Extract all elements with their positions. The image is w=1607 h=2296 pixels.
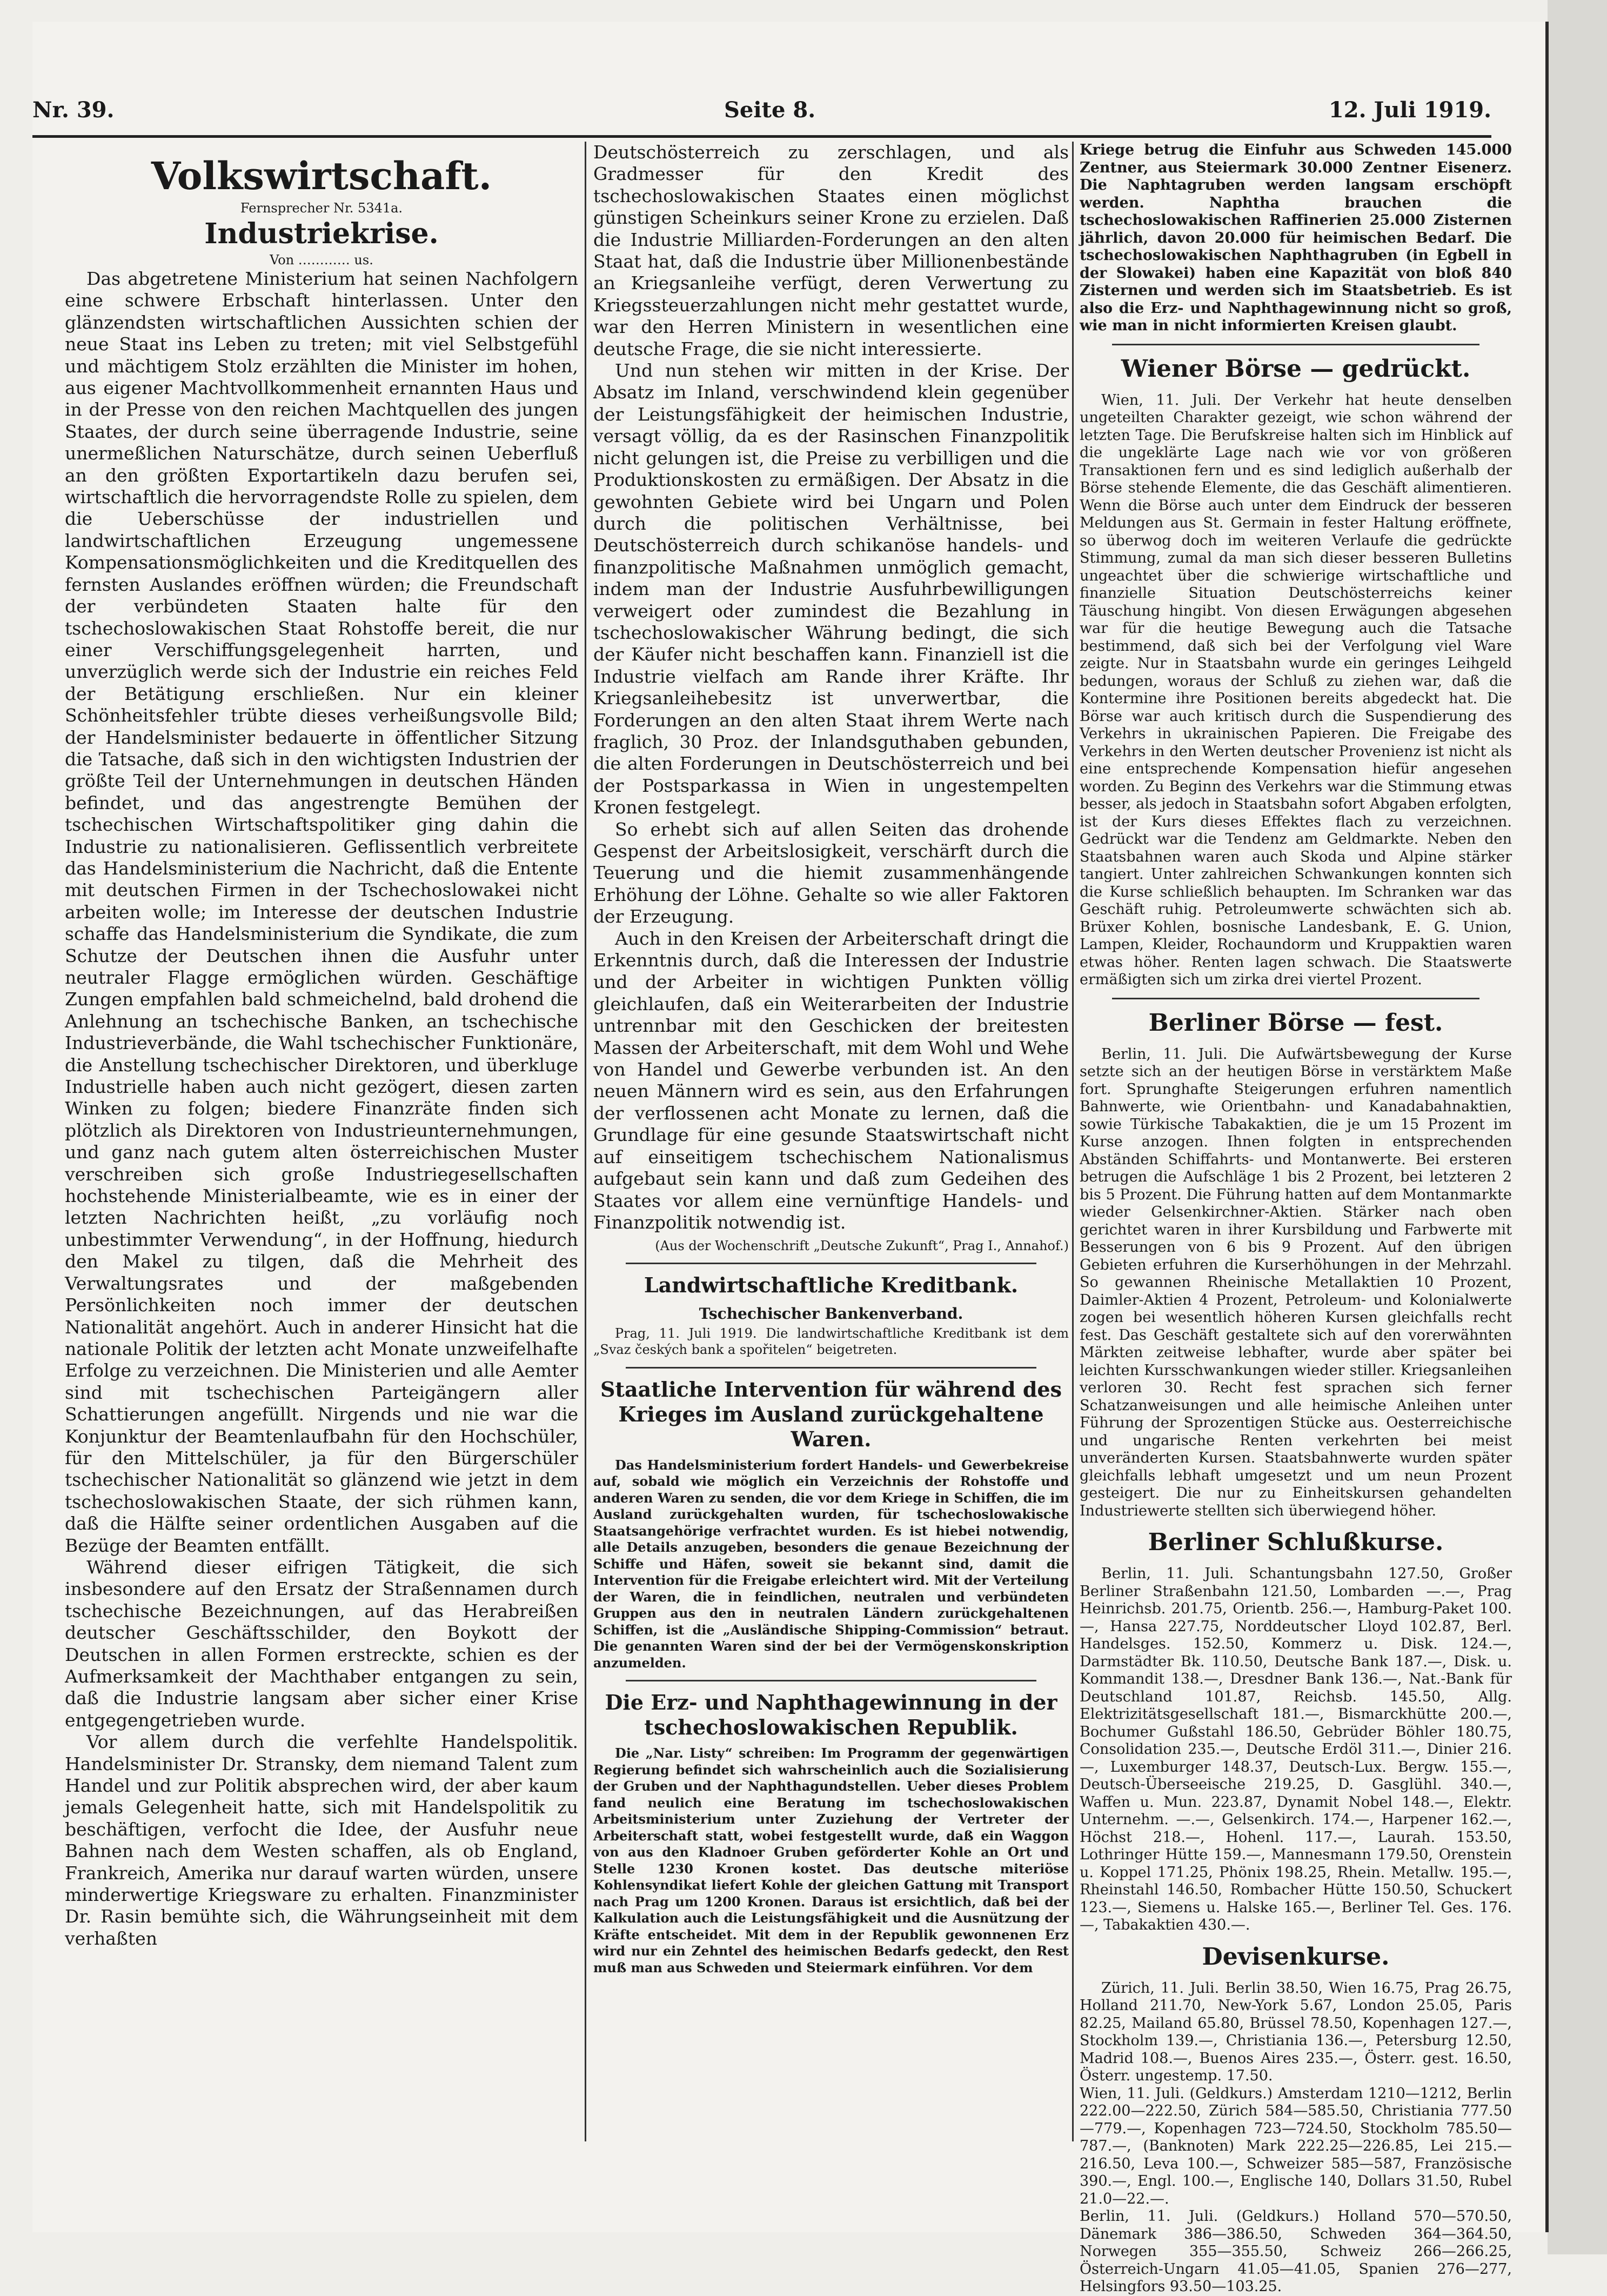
column-rule-1 [585, 142, 586, 2141]
column-rule-2 [1072, 142, 1074, 2141]
ore-title: Die Erz- und Naphthagewinnung in der tschechoslowakischen Republik. [605, 1690, 1057, 1740]
paragraph: Auch in den Kreisen der Arbeiterschaft dringt die Erkenntnis durch, daß die Interessen der Industrie und der Arbeiter in wichtigen Punkten völlig gleichlaufen, daß ein Weiterarbeiten der Industrie untrennbar mit den Geschicken der breitesten Massen der Arbeiterschaft, mit dem Wohl und Wehe von Handel und Gewerbe verbunden ist. An den neuen Männern wird es sein, aus den Erfahrungen der verflossenen acht Monate zu lernen, daß die Grundlage für eine gesunde Staatswirtschaft nicht auf einseitigem tschechischem Nationalismus aufgebaut sein kann und daß zum Gedeihen des Staates vor allem eine vernünftige Handels- und Finanzpolitik notwendig ist. [593, 927, 1069, 1233]
phone-line: Fernsprecher Nr. 5341a. [240, 201, 403, 216]
separator [626, 1263, 1036, 1264]
issue-number: Nr. 39. [32, 97, 115, 123]
column-2 [593, 142, 1069, 2185]
paragraph: So erhebt sich auf allen Seiten das drohende Gespenst der Arbeitslosigkeit, verschärft durch die Teuerung und die hiemit zusammenhängende Erhöhung der Löhne. Gehalte so wie aller Faktoren der Erzeugung. [593, 818, 1069, 927]
paragraph: Und nun stehen wir mitten in der Krise. Der Absatz im Inland, verschwindend klein gegenüber der Leistungsfähigkeit der heimischen Industrie, versagt völlig, da es der Rasinschen Finanzpolitik nicht gelungen ist, die Preise zu verbilligen und die Produktionskosten zu ermäßigen. Der Absatz in die gewohnten Gebiete wird bei Ungarn und Polen durch die politischen Verhältnisse, bei Deutschösterreich durch schikanöse handels- und finanzpolitische Maßnahmen unmöglich gemacht, indem man der Industrie Ausfuhrbewilligungen verweigert oder zumindest die Bezahlung in tschechoslowakischer Währung bedingt, die sich der Käufer nicht beschaffen kann. Finanziell ist die Industrie vielfach am Rande ihrer Kräfte. Ihr Kriegsanleihebesitz ist unverwertbar, die Forderungen an den alten Staat ihrem Werte nach fraglich, 30 Proz. der Inlandsguthaben gebunden, die alten Forderungen in Deutschösterreich und bei der Postsparkassa in Wien in ungestempelten Kronen festgelegt. [593, 360, 1069, 818]
source-note: (Aus der Wochenschrift „Deutsche Zukunft“, Prag I., Annahof.) [655, 1238, 1069, 1254]
article-title: Industriekrise. [204, 217, 439, 250]
berlin-title: Berliner Börse — fest. [1148, 1009, 1443, 1037]
ore-continuation: Kriege betrug die Einfuhr aus Schweden 145.000 Zentner, aus Steiermark 30.000 Zentner Eisenerz. Die Naphtagruben werden langsam erschöpft werden. Naphtha brauchen die tschechoslowakischen Raffinerien 25.000 Zisternen jährlich, davon 20.000 für heimischen Bedarf. Die tschechoslowakischen Naphthagruben (in Egbell in der Slowakei) haben eine Kapazität von bloß 840 Zisternen und werden sich im Staatsbetrieb. Es ist also die Erz- und Naphthagewinnung nicht so groß, wie man in nicht informierten Kreisen glaubt. [1080, 142, 1512, 334]
intervention-text: Das Handelsministerium fordert Handels- und Gewerbekreise auf, sobald wie möglich ein Verzeichnis der Rohstoffe und anderen Waren zu senden, die vor dem Kriege in Schiffen, die im Ausland zurückgehalten wurden, für tschechoslowakische Staatsangehörige verfrachtet wurden. Es ist hiebei notwendig, alle Details anzugeben, besonders die genaue Bezeichnung der Schiffe und Häfen, soweit sie bekannt sind, damit die Intervention für die Freigabe erleichtert wird. Mit der Verteilung der Waren, die in feindlichen, neutralen und verbündeten Gruppen aus den in neutralen Ländern zurückgehaltenen Schiffen, ist die „Ausländische Shipping-Commission“ betraut. Die genannten Waren sind der bei der Vermögenskonskription anzumelden. [593, 1457, 1069, 1671]
page-number: Seite 8. [724, 97, 816, 123]
separator [626, 1680, 1036, 1681]
issue-date: 12. Juli 1919. [1328, 97, 1491, 123]
schluss-text: Berlin, 11. Juli. Schantungsbahn 127.50, Großer Berliner Straßenbahn 121.50, Lombarden —.—, Prag Heinrichsb. 201.75, Orientb. 256.—, Hamburg-Paket 100.—, Hansa 227.75, Norddeutscher Lloyd 102.87, Berl. Handelsges. 152.50, Kommerz u. Disk. 124.—, Darmstädter Bk. 110.50, Deutsche Bank 187.—, Disk. u. Kommandit 138.—, Dresdner Bank 136.—, Nat.-Bank für Deutschland 101.87, Reichsb. 145.50, Allg. Elektrizitätsgesellschaft 181.—, Bismarckhütte 200.—, Bochumer Gußstahl 186.50, Gebrüder Böhler 180.75, Consolidation 235.—, Deutsche Erdöl 311.—, Dinier 216.—, Luxemburger 148.37, Deutsch-Lux. Bergw. 155.—, Deutsch-Überseeische 219.25, D. Gasglühl. 340.—, Waffen u. Mun. 223.87, Dynamit Nobel 148.—, Elektr. Unternehm. —.—, Gelsenkirch. 174.—, Harpener 162.—, Höchst 218.—, Hohenl. 117.—, Laurah. 153.50, Lothringer Hütte 159.—, Mannesmann 179.50, Orenstein u. Koppel 171.25, Phönix 198.25, Rhein. Metallw. 195.—, Rheinstahl 146.50, Rombacher Hütte 150.50, Schuckert 123.—, Siemens u. Halske 165.—, Berliner Tel. Ges. 176.—, Tabakaktien 430.—. [1080, 1565, 1512, 1933]
schluss-title: Berliner Schlußkurse. [1148, 1529, 1444, 1556]
paragraph: Das abgetretene Ministerium hat seinen Nachfolgern eine schwere Erbschaft hinterlassen. Unter den glänzendsten wirtschaftlichen Aussichten schien der neue Staat ins Leben zu treten; mit viel Selbstgefühl und mächtigem Stolz erzählten die Minister im hohen, aus eigener Machtvollkommenheit ernannten Haus und in der Presse von den reichen Machtquellen des jungen Staates, der durch seine überragende Industrie, seine unermeßlichen Naturschätze, durch seinen Ueberfluß an den größten Exportartikeln dazu berufen sei, wirtschaftlich die hervorragendste Rolle zu spielen, dem die Ueberschüsse der industriellen und landwirtschaftlichen Erzeugung ungemessene Kompensationsmöglichkeiten und die Kreditquellen des fernsten Auslandes eröffnen würden; die Freundschaft der verbündeten Staaten halte für den tschechoslowakischen Staat Rohstoffe bereit, die nur einer Verschiffungsgelegenheit harrten, und unverzüglich werde sich der Industrie ein reiches Feld der Betätigung erschließen. Nur ein kleiner Schönheitsfehler trübte dieses verheißungsvolle Bild; der Handelsminister bedauerte in öffentlicher Sitzung die Tatsache, daß sich in den wichtigsten Industrien der größte Teil der Unternehmungen in deutschen Händen befindet, und das angestrengte Bemühen der tschechischen Wirtschaftspolitiker ging dahin die Industrie zu nationalisieren. Geflissentlich verbreitete das Handelsministerium die Nachricht, daß die Entente mit deutschen Firmen in der Tschechoslowakei nicht arbeiten wolle; im Interesse der deutschen Industrie schaffe das Handelsministerium die Syndikate, die zum Schutze der Deutschen ihnen die Ausfuhr unter neutraler Flagge ermöglichen würden. Geschäftige Zungen empfahlen bald schmeichelnd, bald drohend die Anlehnung an tschechische Banken, an tschechische Industrieverbände, die Wahl tschechischer Funktionäre, die Anstellung tschechischer Direktoren, und überkluge Industrielle haben auch nicht gezögert, diesen zarten Winken zu folgen; biedere Finanzräte finden sich plötzlich als Direktoren von Industrieunternehmungen, und ganz nach gutem alten österreichischen Muster verschreiben sich große Industriegesellschaften hochstehende Ministerialbeamte, wie es in einer der letzten Nachrichten heißt, „zu vorläufig noch unbestimmter Verwendung“, in der Hoffnung, hiedurch den Makel zu tilgen, daß die Mehrheit des Verwaltungsrates und der maßgebenden Persönlichkeiten noch immer der deutschen Nationalität angehört. Auch in anderer Hinsicht hat die nationale Politik der letzten acht Monate unzweifelhafte Erfolge zu verzeichnen. Die Ministerien und alle Aemter sind mit tschechischen Parteigängern aller Schattierungen angefüllt. Nirgends und nie war die Konjunktur der Beamtenlaufbahn für den Hochschüler, für den Mittelschüler, ja für den Bürgerschüler tschechischer Nationalität so glänzend wie jetzt in dem tschechoslowakischen Staate, der sich rühmen kann, daß die Hälfte seiner ordentlichen Ausgaben auf die Bezüge der Beamten entfällt. [65, 268, 578, 1556]
bank-text: Prag, 11. Juli 1919. Die landwirtschaftliche Kreditbank ist dem „Svaz českých bank a spořitelen“ beigetreten. [593, 1325, 1069, 1358]
intervention-title: Staatliche Intervention für während des Krieges im Ausland zurückgehaltene Waren. [600, 1377, 1062, 1451]
page-header [32, 97, 1491, 138]
column-1 [65, 142, 578, 2185]
paragraph: Während dieser eifrigen Tätigkeit, die sich insbesondere auf den Ersatz der Straßennamen durch tschechische Bezeichnungen, auf das Herabreißen deutscher Geschäftsschilder, den Boykott der Deutschen in allen Formen erstreckte, schien es der Aufmerksamkeit der Machthaber entgangen zu sein, daß die Industrie langsam aber sicher einer Krise entgegengetrieben wurde. [65, 1556, 578, 1731]
wien-title: Wiener Börse — gedrückt. [1121, 355, 1471, 383]
section-title: Volkswirtschaft. [151, 153, 492, 198]
devisen-title: Devisenkurse. [1202, 1943, 1390, 1971]
bank-title: Landwirtschaftliche Kreditbank. [644, 1273, 1019, 1298]
separator [1112, 998, 1479, 999]
paragraph: Deutschösterreich zu zerschlagen, und als Gradmesser für den Kredit des tschechoslowakischen Staates einen möglichst günstigen Scheinkurs seiner Krone zu erzielen. Daß die Industrie Milliarden-Forderungen an den alten Staat hat, daß die Industrie über Millionenbestände an Kriegsanleihe verfügt, deren Verwertung zu Kriegssteuerzahlungen nicht mehr gestattet wurde, war den Herren Ministern in wesentlichen eine deutsche Frage, die sie nicht interessierte. [593, 142, 1069, 359]
bank-subtitle: Tschechischer Bankenverband. [699, 1305, 963, 1323]
wien-text: Wien, 11. Juli. Der Verkehr hat heute denselben ungeteilten Charakter gezeigt, wie schon während der letzten Tage. Die Berufskreise halten sich im Hinblick auf die ungeklärte Lage nach wie vor von größeren Transaktionen fern und es sind lediglich außerhalb der Börse stehende Elemente, die das Geschäft alimentieren. Wenn die Börse auch unter dem Eindruck der besseren Meldungen aus St. Germain in fester Haltung eröffnete, so überwog doch im weiteren Verlaufe die gedrückte Stimmung, zumal da man sich dieser besseren Bulletins ungeachtet über die schwierige wirtschaftliche und finanzielle Situation Deutschösterreichs keiner Täuschung hingibt. Von diesen Erwägungen abgesehen war für die heutige Bewegung auch die Tatsache bestimmend, daß sich bei der Verfolgung viel Ware zeigte. Nur in Staatsbahn wurde ein geringes Leihgeld bedungen, woraus der Schluß zu ziehen war, daß die Kontermine ihre Positionen bereits abgedeckt hat. Die Börse war auch kritisch durch die Suspendierung des Verkehrs in ukrainischen Papieren. Die Freigabe des Verkehrs in den Werten deutscher Provenienz ist nicht als eine entsprechende Kompensation hiefür angesehen worden. Zu Beginn des Verkehrs war die Stimmung etwas besser, als jedoch in Staatsbahn sofort Abgaben erfolgten, ist der Kurs dieses Effektes flach zu verzeichnen. Gedrückt war die Tendenz am Geldmarkte. Neben den Staatsbahnen waren auch Skoda und Alpine stärker tangiert. Unter zahlreichen Schwankungen konnten sich die Kurse schließlich behaupten. Im Schranken war das Geschäft ruhig. Petroleumwerte schwächten sich ab. Brüxer Kohlen, bosnische Landesbank, E. G. Union, Lampen, Kleider, Rochaundorm und Kruppaktien waren etwas höher. Renten lagen schwach. Die Staatswerte ermäßigten sich um zirka drei viertel Prozent. [1080, 391, 1512, 988]
separator [1112, 344, 1479, 345]
scan-edge [1548, 0, 1607, 2254]
ore-text: Die „Nar. Listy“ schreiben: Im Programm der gegenwärtigen Regierung befindet sich wahrscheinlich auch die Sozialisierung der Gruben und der Naphthagundstellen. Ueber dieses Problem fand neulich eine Beratung im tschechoslowakischen Arbeitsministerium unter Zuziehung der Vertreter der Arbeiterschaft statt, wobei festgestellt wurde, daß ein Waggon von aus den Kladnoer Gruben geförderter Kohle an Ort und Stelle 1230 Kronen kostet. Das deutsche miteriöse Kohlensyndikat liefert Kohle der gleichen Gattung mit Transport nach Prag um 1200 Kronen. Daraus ist ersichtlich, daß bei der Kalkulation auch die Leistungsfähigkeit und die Ausnützung der Kräfte entscheidet. Mit dem in der Republik gewonnenen Erz wird nur ein Zehntel des heimischen Bedarfs gedeckt, den Rest muß man aus Schweden und Steiermark einführen. Vor dem [593, 1745, 1069, 1975]
berlin-text: Berlin, 11. Juli. Die Aufwärtsbewegung der Kurse setzte sich an der heutigen Börse in verstärktem Maße fort. Sprunghafte Steigerungen erfuhren namentlich Bahnwerte, wie Orientbahn- und Kanadabahnaktien, sowie Türkische Tabakaktien, die je um 15 Prozent im Kurse anzogen. Ihnen folgten in entsprechenden Abständen Schiffahrts- und Montanwerte. Bei ersteren betrugen die Aufschläge 1 bis 2 Prozent, bei letzteren 2 bis 5 Prozent. Die Führung hatten auf dem Montanmarkte wieder Gelsenkirchner-Aktien. Stärker nach oben gerichtet waren in ihrer Kursbildung und Farbwerte mit Besserungen von 6 bis 9 Prozent. Auf den übrigen Gebieten erfuhren die Kurserhöhungen in der Mehrzahl. So gewannen Rheinische Metallaktien 10 Prozent, Daimler-Aktien 4 Prozent, Petroleum- und Kolonialwerte zogen bei wesentlich höheren Kursen gleichfalls recht fest. Das Geschäft gestaltete sich auf den vorerwähnten Märkten zeitweise lebhafter, wurde aber später bei leichten Kursschwankungen wieder stiller. Kriegsanleihen verloren 30. Recht fest sprachen sich ferner Schatzanweisungen und alle heimische Anleihen unter Führung der Sprozentigen Stücke aus. Oesterreichische und ungarische Renten verkehrten bei meist unveränderten Kursen. Staatsbahnwerte wurden später gleichfalls lebhaft umgesetzt und um neun Prozent gesteigert. Die nur zu Einheitskursen gehandelten Industriewerte stellten sich überwiegend höher. [1080, 1045, 1512, 1519]
paragraph: Vor allem durch die verfehlte Handelspolitik. Handelsminister Dr. Stransky, dem niemand Talent zum Handel und zur Politik absprechen wird, der aber kaum jemals Gelegenheit hatte, sich mit Handelspolitik zu beschäftigen, verfocht die Idee, der Ausfuhr neue Bahnen nach dem Westen schaffen, als ob England, Frankreich, Amerika nur darauf warten würden, unsere minderwertige Kriegsware zu erhalten. Finanzminister Dr. Rasin bemühte sich, die Währungseinheit mit dem verhaßten [65, 1731, 578, 1949]
separator [626, 1367, 1036, 1369]
devisen-text: Zürich, 11. Juli. Berlin 38.50, Wien 16.75, Prag 26.75, Holland 211.70, New-York 5.67, London 25.05, Paris 82.25, Mailand 65.80, Brüssel 78.50, Kopenhagen 127.—, Stockholm 139.—, Christiania 136.—, Petersburg 12.50, Madrid 108.—, Buenos Aires 235.—, Österr. gest. 16.50, Österr. ungestemp. 17.50. Wien, 11. Juli. (Geldkurs.) Amsterdam 1210—1212, Berlin 222.00—222.50, Zürich 584—585.50, Christiania 777.50—779.—, Kopenhagen 723—724.50, Stockholm 785.50—787.—, (Banknoten) Mark 222.25—226.85, Lei 215.—216.50, Leva 100.—, Schweizer 585—587, Französische 390.—, Engl. 100.—, Englische 140, Dollars 31.50, Rubel 21.0—22.—. Berlin, 11. Juli. (Geldkurs.) Holland 570—570.50, Dänemark 386—386.50, Schweden 364—364.50, Norwegen 355—355.50, Schweiz 266—266.25, Österreich-Ungarn 41.05—41.05, Spanien 276—277, Helsingfors 93.50—103.25. [1080, 1979, 1512, 2295]
column-3 [1080, 142, 1512, 2295]
byline: Von ………… us. [270, 252, 373, 268]
